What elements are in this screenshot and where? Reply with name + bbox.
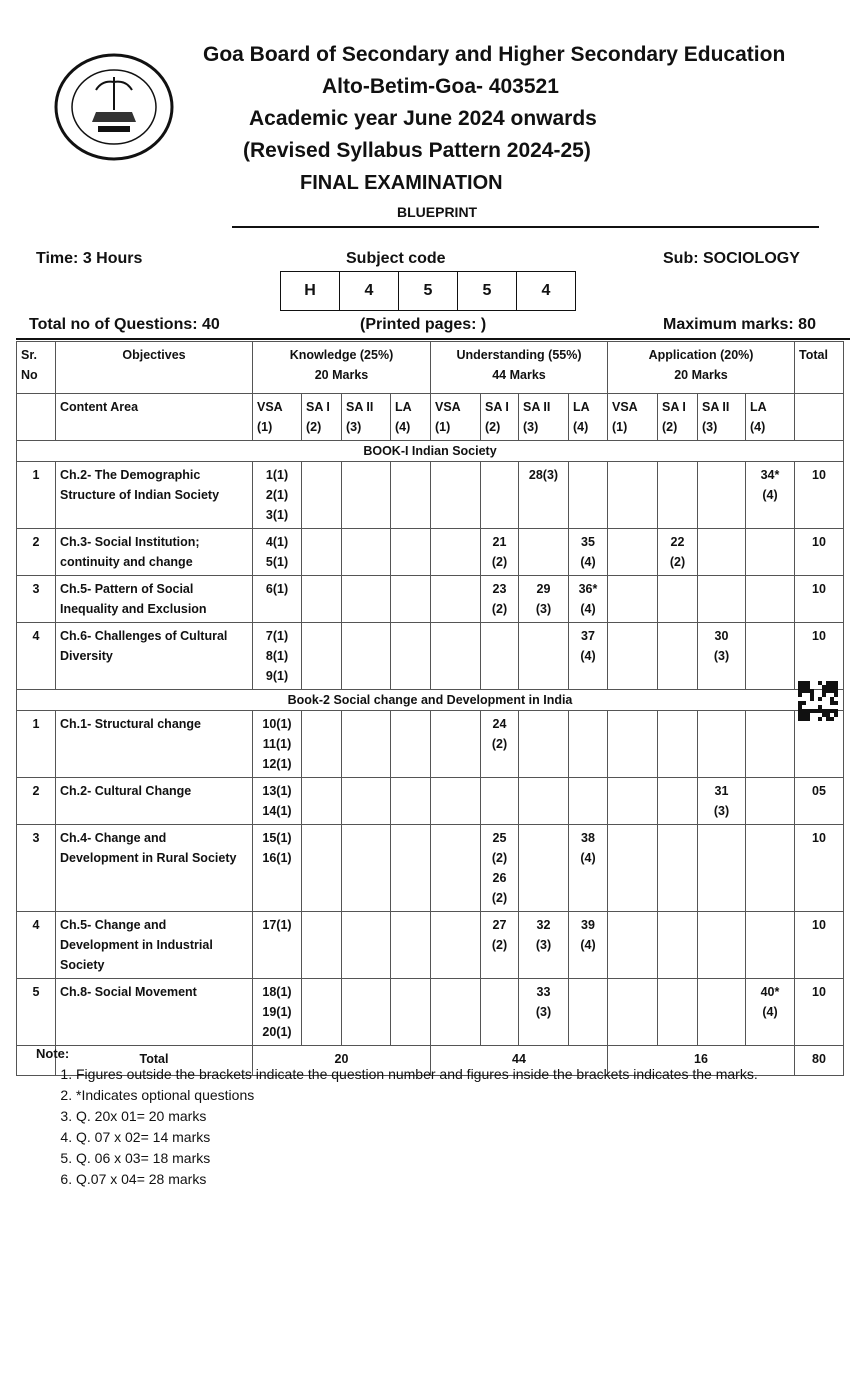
question-cell: [698, 462, 746, 529]
question-cell: 15(1) 16(1): [253, 825, 302, 912]
code-digit: 5: [458, 272, 517, 310]
question-cell: [342, 825, 391, 912]
question-cell: [658, 825, 698, 912]
sr-no: 3: [17, 576, 56, 623]
question-cell: [746, 529, 795, 576]
question-cell: [746, 711, 795, 778]
question-cell: 38 (4): [569, 825, 608, 912]
sr-no: 4: [17, 912, 56, 979]
notes: [36, 1043, 758, 1190]
question-cell: 4(1) 5(1): [253, 529, 302, 576]
sr-header: Sr. No: [17, 342, 56, 394]
question-cell: [342, 912, 391, 979]
subject-code-label: Subject code: [346, 250, 446, 267]
total-header: Total: [795, 342, 844, 394]
question-cell: 32 (3): [519, 912, 569, 979]
question-cell: [342, 778, 391, 825]
chapter-name: Ch.8- Social Movement: [56, 979, 253, 1046]
row-total: 10: [795, 825, 844, 912]
question-cell: [698, 711, 746, 778]
subcol-header: SA II (3): [698, 394, 746, 441]
question-cell: 7(1) 8(1) 9(1): [253, 623, 302, 690]
blueprint-table: [16, 341, 844, 1076]
question-cell: [302, 711, 342, 778]
printed-pages: (Printed pages: ): [360, 316, 487, 333]
question-cell: 31 (3): [698, 778, 746, 825]
question-cell: 23 (2): [481, 576, 519, 623]
question-cell: 22 (2): [658, 529, 698, 576]
grand-total: 80: [795, 1046, 844, 1076]
empty-cell: [795, 394, 844, 441]
question-cell: 37 (4): [569, 623, 608, 690]
sr-no: 5: [17, 979, 56, 1046]
subject-code-boxes: [280, 271, 576, 311]
table-row: [17, 912, 844, 979]
code-digit: 4: [541, 282, 551, 299]
question-cell: [519, 825, 569, 912]
row-total: 10: [795, 979, 844, 1046]
question-cell: [519, 623, 569, 690]
question-cell: [391, 529, 431, 576]
question-cell: 21 (2): [481, 529, 519, 576]
knowledge-header: Knowledge (25%) 20 Marks: [253, 342, 431, 394]
question-cell: [481, 979, 519, 1046]
question-cell: [302, 623, 342, 690]
subcol-header: VSA (1): [608, 394, 658, 441]
question-cell: 39 (4): [569, 912, 608, 979]
question-cell: [608, 462, 658, 529]
question-cell: [658, 576, 698, 623]
note-item: 5. Q. 06 x 03= 18 marks: [76, 1148, 758, 1169]
question-cell: 6(1): [253, 576, 302, 623]
question-cell: [391, 462, 431, 529]
question-cell: [481, 462, 519, 529]
sr-no: 3: [17, 825, 56, 912]
question-cell: [302, 576, 342, 623]
question-cell: [698, 825, 746, 912]
subcol-header: VSA (1): [253, 394, 302, 441]
note-item: 6. Q.07 x 04= 28 marks: [76, 1169, 758, 1190]
question-cell: [658, 711, 698, 778]
question-cell: [302, 462, 342, 529]
objectives-header: Objectives: [56, 342, 253, 394]
question-cell: [698, 912, 746, 979]
subcol-header: SA I (2): [658, 394, 698, 441]
question-cell: [608, 711, 658, 778]
question-cell: 34* (4): [746, 462, 795, 529]
header-row: [17, 342, 844, 394]
total-questions: Total no of Questions: 40: [29, 316, 220, 333]
understanding-total: 44: [431, 1046, 608, 1076]
question-cell: [391, 623, 431, 690]
question-cell: [481, 623, 519, 690]
header-divider: [232, 226, 819, 228]
chapter-name: Ch.3- Social Institution; continuity and change: [56, 529, 253, 576]
note-item: 3. Q. 20x 01= 20 marks: [76, 1106, 758, 1127]
sr-no: 2: [17, 529, 56, 576]
question-cell: [658, 979, 698, 1046]
question-cell: [342, 529, 391, 576]
subcol-header: SA I (2): [302, 394, 342, 441]
board-seal-logo: [52, 52, 176, 162]
doc-type: BLUEPRINT: [397, 204, 478, 220]
question-cell: [431, 462, 481, 529]
chapter-name: Ch.5- Change and Development in Industrial Society: [56, 912, 253, 979]
question-cell: [608, 825, 658, 912]
exam-time: Time: 3 Hours: [36, 250, 143, 267]
content-area-header: Content Area: [56, 394, 253, 441]
maximum-marks: Maximum marks: 80: [663, 316, 816, 333]
subcol-header: LA (4): [746, 394, 795, 441]
subcol-header: LA (4): [391, 394, 431, 441]
sr-no: 4: [17, 623, 56, 690]
question-cell: 18(1) 19(1) 20(1): [253, 979, 302, 1046]
table-row: [17, 576, 844, 623]
qr-code-icon: [798, 681, 838, 721]
question-cell: [658, 912, 698, 979]
question-cell: 1(1) 2(1) 3(1): [253, 462, 302, 529]
question-cell: [391, 778, 431, 825]
question-cell: 33 (3): [519, 979, 569, 1046]
question-cell: [519, 778, 569, 825]
question-cell: [302, 912, 342, 979]
question-cell: [746, 825, 795, 912]
sr-no: 1: [17, 711, 56, 778]
question-cell: [698, 979, 746, 1046]
chapter-name: Ch.6- Challenges of Cultural Diversity: [56, 623, 253, 690]
question-cell: [431, 825, 481, 912]
board-name: Goa Board of Secondary and Higher Secondary Education: [203, 43, 786, 66]
subheader-row: [17, 394, 844, 441]
question-cell: 24 (2): [481, 711, 519, 778]
question-cell: [569, 778, 608, 825]
code-digit: H: [281, 272, 340, 310]
question-cell: [569, 979, 608, 1046]
question-cell: [302, 825, 342, 912]
chapter-name: Ch.2- The Demographic Structure of Indian Society: [56, 462, 253, 529]
question-cell: [658, 623, 698, 690]
row-total: 10: [795, 576, 844, 623]
academic-year: Academic year June 2024 onwards: [249, 107, 597, 130]
section-title: Book-2 Social change and Development in India: [17, 690, 844, 711]
subcol-header: VSA (1): [431, 394, 481, 441]
question-cell: [302, 778, 342, 825]
question-cell: [391, 576, 431, 623]
question-cell: 30 (3): [698, 623, 746, 690]
total-label: Total: [56, 1046, 253, 1076]
question-cell: [658, 462, 698, 529]
question-cell: [608, 623, 658, 690]
subcol-header: SA I (2): [481, 394, 519, 441]
question-cell: [391, 979, 431, 1046]
section-title: BOOK-I Indian Society: [17, 441, 844, 462]
meta-divider: [16, 338, 850, 340]
empty-cell: [17, 394, 56, 441]
row-total: 10: [795, 912, 844, 979]
question-cell: [342, 576, 391, 623]
question-cell: 13(1) 14(1): [253, 778, 302, 825]
table-row: [17, 462, 844, 529]
question-cell: [519, 711, 569, 778]
question-cell: 36* (4): [569, 576, 608, 623]
note-item: 1. Figures outside the brackets indicate the question number and figures inside the brackets indicates the marks.: [76, 1064, 758, 1085]
question-cell: [746, 778, 795, 825]
question-cell: [608, 576, 658, 623]
sr-no: 1: [17, 462, 56, 529]
knowledge-total: 20: [253, 1046, 431, 1076]
table-row: [17, 529, 844, 576]
row-total: 10: [795, 529, 844, 576]
chapter-name: Ch.1- Structural change: [56, 711, 253, 778]
section-row: [17, 690, 844, 711]
question-cell: [698, 576, 746, 623]
question-cell: [342, 462, 391, 529]
question-cell: [431, 778, 481, 825]
subcol-header: SA II (3): [342, 394, 391, 441]
chapter-name: Ch.2- Cultural Change: [56, 778, 253, 825]
question-cell: 25 (2) 26 (2): [481, 825, 519, 912]
question-cell: [698, 529, 746, 576]
question-cell: [391, 912, 431, 979]
question-cell: 28(3): [519, 462, 569, 529]
question-cell: [608, 979, 658, 1046]
question-cell: [302, 529, 342, 576]
code-digit: 5: [399, 272, 458, 310]
sr-no: 2: [17, 778, 56, 825]
table-row: [17, 778, 844, 825]
row-total: 10: [795, 623, 844, 690]
row-total: 10: [795, 462, 844, 529]
question-cell: 40* (4): [746, 979, 795, 1046]
application-total: 16: [608, 1046, 795, 1076]
syllabus-pattern: (Revised Syllabus Pattern 2024-25): [243, 139, 591, 162]
question-cell: [431, 979, 481, 1046]
code-digit: 4: [340, 272, 399, 310]
notes-list: [36, 1064, 758, 1190]
question-cell: [608, 529, 658, 576]
question-cell: [608, 912, 658, 979]
note-item: 2. *Indicates optional questions: [76, 1085, 758, 1106]
question-cell: [608, 778, 658, 825]
question-cell: [391, 711, 431, 778]
question-cell: [746, 623, 795, 690]
subcol-header: LA (4): [569, 394, 608, 441]
question-cell: [431, 912, 481, 979]
table-row: [17, 979, 844, 1046]
section-row: [17, 441, 844, 462]
question-cell: [569, 711, 608, 778]
row-total: 05: [795, 778, 844, 825]
application-header: Application (20%) 20 Marks: [608, 342, 795, 394]
question-cell: [481, 778, 519, 825]
question-cell: 17(1): [253, 912, 302, 979]
board-address: Alto-Betim-Goa- 403521: [322, 75, 559, 98]
question-cell: [658, 778, 698, 825]
question-cell: 35 (4): [569, 529, 608, 576]
note-item: 4. Q. 07 x 02= 14 marks: [76, 1127, 758, 1148]
question-cell: 27 (2): [481, 912, 519, 979]
question-cell: [342, 623, 391, 690]
question-cell: [391, 825, 431, 912]
question-cell: 29 (3): [519, 576, 569, 623]
table-row: [17, 623, 844, 690]
question-cell: 10(1) 11(1) 12(1): [253, 711, 302, 778]
question-cell: [431, 623, 481, 690]
subject-name: Sub: SOCIOLOGY: [663, 250, 800, 267]
chapter-name: Ch.4- Change and Development in Rural Society: [56, 825, 253, 912]
notes-title: Note:: [36, 1046, 70, 1061]
subcol-header: SA II (3): [519, 394, 569, 441]
exam-title: FINAL EXAMINATION: [300, 172, 503, 194]
question-cell: [746, 576, 795, 623]
chapter-name: Ch.5- Pattern of Social Inequality and Exclusion: [56, 576, 253, 623]
question-cell: [746, 912, 795, 979]
table-row: [17, 825, 844, 912]
table-row: [17, 711, 844, 778]
question-cell: [431, 576, 481, 623]
question-cell: [342, 979, 391, 1046]
understanding-header: Understanding (55%) 44 Marks: [431, 342, 608, 394]
question-cell: [431, 529, 481, 576]
question-cell: [302, 979, 342, 1046]
question-cell: [519, 529, 569, 576]
question-cell: [342, 711, 391, 778]
question-cell: [569, 462, 608, 529]
question-cell: [431, 711, 481, 778]
